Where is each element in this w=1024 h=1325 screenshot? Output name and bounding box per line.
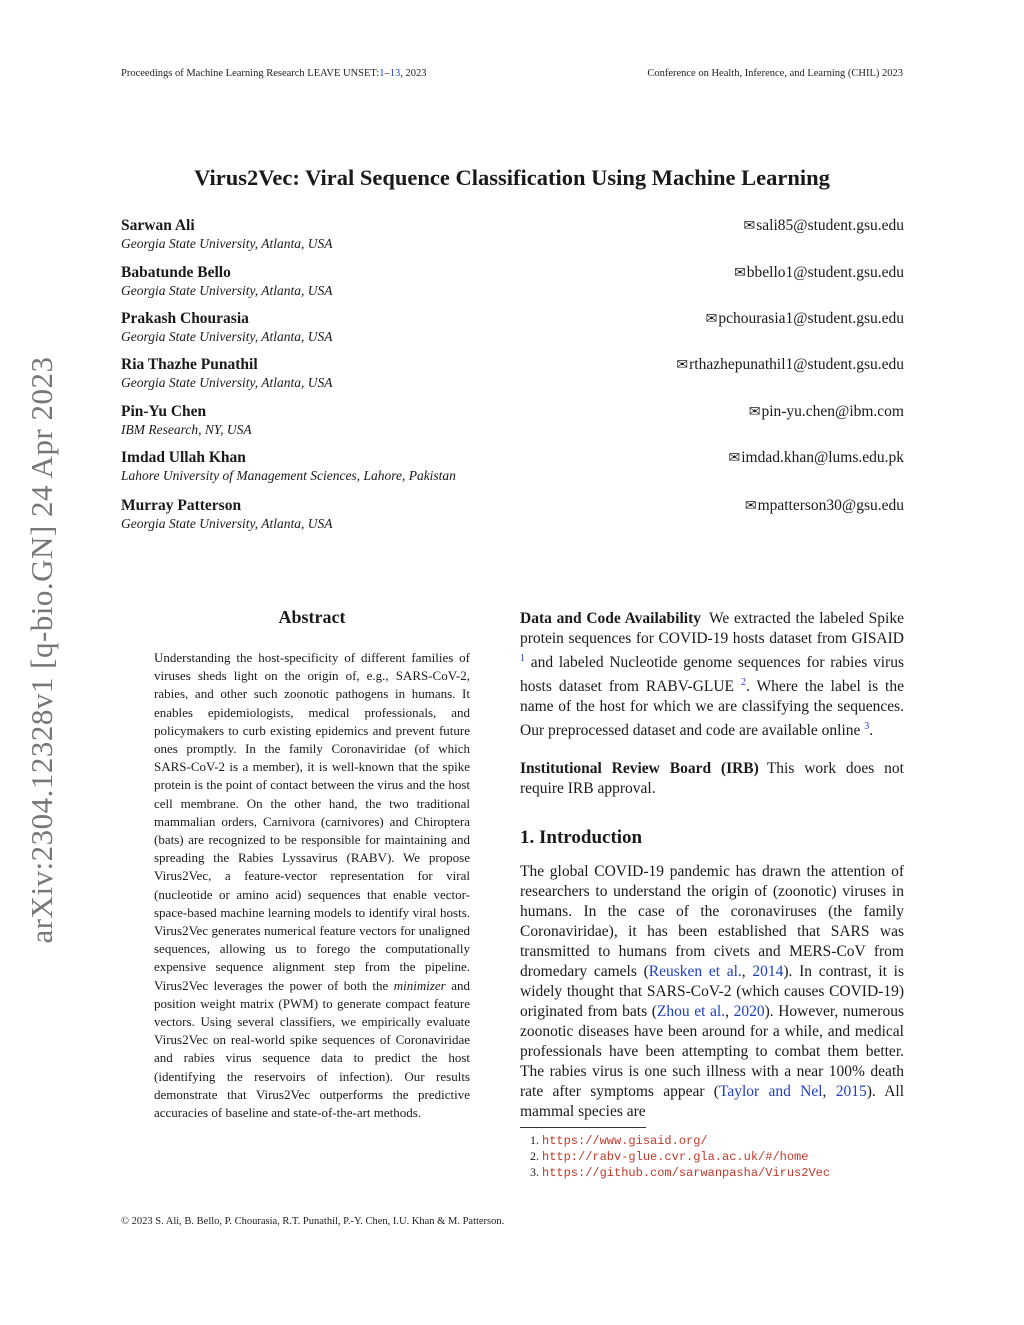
introduction-text: ). However, numerous zoonotic diseases have been around for a while, and medical professionals have been attempting to combat them better. The rabies virus is one such illness with a near 100% death rate after symptoms appear ( <box>520 1003 904 1100</box>
paper-title: Virus2Vec: Viral Sequence Classification Using Machine Learning <box>194 165 830 190</box>
author-block <box>121 355 904 392</box>
footnote-url-link[interactable]: https://github.com/sarwanpasha/Virus2Vec <box>542 1166 831 1180</box>
citation-link[interactable]: 2015 <box>835 1083 867 1100</box>
arxiv-identifier: arXiv:2304.12328v1 [q-bio.GN] 24 Apr 2023 <box>24 356 59 944</box>
header-page-end-link[interactable]: 13 <box>389 68 401 79</box>
irb-text: This work does not require IRB approval. <box>520 760 904 797</box>
author-block <box>121 496 904 533</box>
author-affiliation: IBM Research, NY, USA <box>121 422 252 437</box>
introduction-body <box>520 862 904 1122</box>
footnote-number: 2. <box>530 1149 539 1163</box>
footnote-number: 3. <box>530 1165 539 1179</box>
introduction-heading: 1. Introduction <box>520 827 643 848</box>
envelope-icon: ✉ <box>743 219 756 234</box>
footnote-marker[interactable]: 2 <box>740 677 746 689</box>
copyright-footer: © 2023 S. Ali, B. Bello, P. Chourasia, R.T. Punathil, P.-Y. Chen, I.U. Khan & M. Patterson. <box>121 1216 505 1227</box>
citation-link[interactable]: Taylor and Nel <box>718 1083 823 1100</box>
author-block <box>121 309 904 346</box>
author-name: Prakash Chourasia <box>121 310 249 327</box>
data-availability-heading: Data and Code Availability <box>520 610 701 627</box>
author-email-text[interactable]: imdad.khan@lums.edu.pk <box>741 449 904 466</box>
author-email-text[interactable]: mpatterson30@gsu.edu <box>757 497 904 514</box>
author-email-text[interactable]: sali85@student.gsu.edu <box>756 217 904 234</box>
author-affiliation: Georgia State University, Atlanta, USA <box>121 375 333 390</box>
data-availability-text: and labeled Nucleotide genome sequences for rabies virus hosts dataset from RABV-GLUE <box>520 654 904 696</box>
author-name: Ria Thazhe Punathil <box>121 356 258 373</box>
author-email-text[interactable]: pin-yu.chen@ibm.com <box>761 403 904 420</box>
footnote-marker[interactable]: 1 <box>520 653 525 664</box>
author-email[interactable] <box>744 216 904 236</box>
header-page-dash: – <box>384 68 390 79</box>
envelope-icon: ✉ <box>705 312 718 327</box>
footnote-item <box>530 1133 708 1148</box>
author-email[interactable] <box>676 355 904 375</box>
citation-link[interactable]: Zhou et al. <box>656 1003 726 1020</box>
irb-heading: Institutional Review Board (IRB) <box>520 760 759 777</box>
citation-separator: , <box>741 963 753 980</box>
author-name: Sarwan Ali <box>121 217 195 234</box>
abstract-italic-term: minimizer <box>393 977 446 993</box>
author-block <box>121 448 904 485</box>
author-name: Murray Patterson <box>121 497 242 514</box>
abstract-heading: Abstract <box>278 607 346 627</box>
citation-link[interactable]: Reusken et al. <box>648 963 742 980</box>
abstract-text: and position weight matrix (PWM) to generate compact feature vectors. Using several classifiers, we empirically evaluate Virus2Vec on real-world spike sequences of Coronaviridae and rabies virus sequence data to predict the host (identifying the reservoirs of infection). Our results demonstrate that Virus2Vec outperforms the predictive accuracies of baseline and state-of-the-art methods. <box>154 977 470 1121</box>
data-availability-text: We extracted the labeled Spike protein sequences for COVID-19 hosts dataset from GISAID <box>520 610 904 647</box>
abstract-text: Understanding the host-specificity of different families of viruses sheds light on the origin of, e.g., SARS-CoV-2, rabies, and other such zoonotic pathogens in humans. It enables epidemiologists, medical professionals, and policymakers to curb existing epidemics and prevent future ones promptly. In the family Coronaviridae (of which SARS-CoV-2 is a member), it is well-known that the spike protein is the point of contact between the virus and the host cell membrane. On the other hand, the two traditional mammalian orders, Carnivora (carnivores) and Chiroptera (bats) are recognized to be responsible for maintaining and spreading the Rabies Lyssavirus (RABV). We propose Virus2Vec, a feature-vector representation for viral (nucleotide or amino acid) sequences that enable vector-space-based machine learning models to identify viral hosts. Virus2Vec generates numerical feature vectors for unaligned sequences, allowing us to forego the computationally expensive sequence alignment step from the pipeline. Virus2Vec leverages the power of both the <box>154 650 470 993</box>
footnote-url-link[interactable]: http://rabv-glue.cvr.gla.ac.uk/#/home <box>542 1150 809 1164</box>
author-affiliation: Georgia State University, Atlanta, USA <box>121 329 333 344</box>
citation-link[interactable]: 2014 <box>752 963 784 980</box>
author-block <box>121 216 904 253</box>
envelope-icon: ✉ <box>748 405 761 420</box>
author-email[interactable] <box>706 309 904 329</box>
running-header-right: Conference on Health, Inference, and Learning (CHIL) 2023 <box>647 68 903 79</box>
author-block <box>121 263 904 300</box>
data-availability-text: . <box>869 722 874 740</box>
author-affiliation: Georgia State University, Atlanta, USA <box>121 236 333 251</box>
author-name: Babatunde Bello <box>121 264 231 281</box>
author-email[interactable] <box>734 263 904 283</box>
introduction-text: The global COVID-19 pandemic has drawn the attention of researchers to understand the origin of (zoonotic) viruses in humans. In the case of the coronaviruses (the family Coronaviridae), it has been established that SARS was transmitted to humans from civets and MERS-CoV from dromedary camels ( <box>520 863 904 980</box>
footnote-item <box>530 1149 808 1164</box>
irb-section <box>520 759 904 799</box>
envelope-icon: ✉ <box>734 266 746 281</box>
envelope-icon: ✉ <box>744 499 757 514</box>
envelope-icon: ✉ <box>728 451 741 466</box>
citation-separator: , <box>822 1083 836 1100</box>
author-affiliation: Lahore University of Management Sciences, Lahore, Pakistan <box>121 468 456 483</box>
author-name: Imdad Ullah Khan <box>121 449 246 466</box>
author-email-text[interactable]: pchourasia1@student.gsu.edu <box>718 310 904 327</box>
data-availability-text: . Where the label is the name of the host for which we are classifying the sequences. Our preprocessed dataset and code are available online <box>520 678 904 740</box>
introduction-text: ). In contrast, it is widely thought that SARS-CoV-2 (which causes COVID-19) originated from bats ( <box>520 963 904 1020</box>
footnote-number: 1. <box>530 1133 539 1147</box>
introduction-text: ). All mammal species are <box>520 1083 904 1120</box>
author-email[interactable] <box>728 448 904 468</box>
header-page-start-link[interactable]: 1 <box>379 68 385 79</box>
footnote-item <box>530 1165 830 1180</box>
citation-separator: , <box>725 1003 734 1020</box>
running-header-left <box>121 68 426 79</box>
author-email[interactable] <box>745 496 904 516</box>
author-email[interactable] <box>749 402 904 422</box>
header-proceedings: Proceedings of Machine Learning Research LEAVE UNSET: <box>121 68 380 79</box>
arxiv-sidebar <box>22 340 62 960</box>
abstract-body <box>154 649 470 1122</box>
footnote-marker[interactable]: 3 <box>864 721 870 733</box>
citation-link[interactable]: 2020 <box>733 1003 765 1020</box>
author-affiliation: Georgia State University, Atlanta, USA <box>121 516 333 531</box>
author-name: Pin-Yu Chen <box>121 403 207 420</box>
footnote-divider <box>520 1127 646 1128</box>
author-block <box>121 402 904 439</box>
author-email-text[interactable]: bbello1@student.gsu.edu <box>746 264 904 281</box>
footnote-url-link[interactable]: https://www.gisaid.org/ <box>542 1134 708 1148</box>
author-affiliation: Georgia State University, Atlanta, USA <box>121 283 333 298</box>
envelope-icon: ✉ <box>676 358 689 373</box>
data-availability-section <box>520 609 904 741</box>
header-year: , 2023 <box>400 68 427 79</box>
author-email-text[interactable]: rthazhepunathil1@student.gsu.edu <box>689 356 904 373</box>
